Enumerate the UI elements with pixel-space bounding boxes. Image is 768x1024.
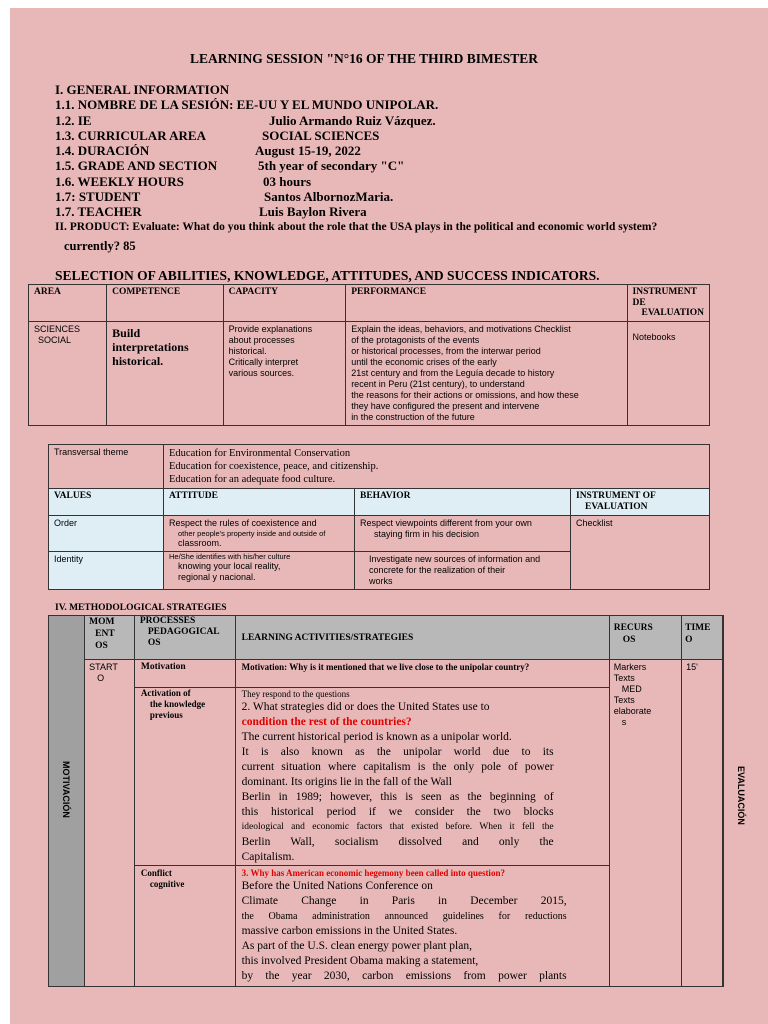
moment-start: START O <box>85 660 135 987</box>
evaluation-vertical-label: EVALUACIÓN <box>736 766 746 825</box>
info-row <box>55 189 735 204</box>
info-label: 1.4. DURACIÓN <box>55 143 150 159</box>
product-line-continued: currently? 85 <box>64 239 136 253</box>
time-cell: 15' <box>682 660 723 987</box>
attitude-order: Respect the rules of coexistence and other people's property inside and outside of classroom. <box>164 516 355 552</box>
header-behavior: BEHAVIOR <box>355 489 571 516</box>
transversal-themes: Education for Environmental Conservation Education for coexistence, peace, and citizenship. Education for an adequate food culture. <box>164 445 710 489</box>
performance-cell: Explain the ideas, behaviors, and motivations Checklist of the protagonists of the events or historical processes, from the interwar period until the economic crises of the early 21st century and from the Leguía decade to history recent in Peru (21st century), to understand the reasons for their actions or omissions, and how these they have configured the present and intervene in the construction of the future <box>346 321 627 425</box>
motivation-vertical-label: MOTIVACIÓN <box>61 761 71 818</box>
competence-table <box>28 284 710 426</box>
competence-cell: Build interpretations historical. <box>107 321 223 425</box>
selection-heading: SELECTION OF ABILITIES, KNOWLEDGE, ATTITUDES, AND SUCCESS INDICATORS. <box>55 268 600 283</box>
evaluation-column <box>723 616 746 987</box>
info-label: 1.7. TEACHER <box>55 204 142 220</box>
info-row <box>55 204 735 219</box>
info-value: SOCIAL SCIENCES <box>262 127 380 143</box>
header-time: TIME O <box>682 616 723 660</box>
values-table <box>48 444 710 590</box>
header-performance: PERFORMANCE <box>346 285 627 322</box>
info-value: 5th year of secondary "C" <box>258 158 405 174</box>
header-values: VALUES <box>49 489 164 516</box>
strategies-table <box>48 615 746 987</box>
info-value: Julio Armando Ruiz Vázquez. <box>269 112 436 128</box>
motivation-column <box>49 616 85 987</box>
info-label: 1.7: STUDENT <box>55 189 141 205</box>
info-label: 1.5. GRADE AND SECTION <box>55 158 218 174</box>
transversal-label: Transversal theme <box>49 445 164 489</box>
info-row <box>55 158 735 173</box>
section4-heading: IV. METHODOLOGICAL STRATEGIES <box>55 603 227 613</box>
info-label: 1.6. WEEKLY HOURS <box>55 173 184 189</box>
behavior-identity: Investigate new sources of information and concrete for the realization of their works <box>355 552 571 590</box>
conflict-content: 3. Why has American economic hegemony been called into question? Before the United Nations Conference on Climate Change in Paris in December 2015, the Obama administration announced guidelines for reductions massive carbon emissions in the United States. As part of the U.S. clean energy power plant plan, this involved President Obama making a statement, by the year 2030, carbon emissions from power plants <box>235 866 609 987</box>
resources-cell: Markers Texts MED Texts elaborate s <box>609 660 681 987</box>
header-competence: COMPETENCE <box>107 285 223 322</box>
general-info-heading: I. GENERAL INFORMATION <box>55 82 230 97</box>
product-line: II. PRODUCT: Evaluate: What do you think about the role that the USA plays in the political and economic world system? <box>55 221 658 233</box>
header-instrument-evaluation: INSTRUMENT OF EVALUATION <box>571 489 710 516</box>
value-identity: Identity <box>49 552 164 590</box>
info-label: 1.1. NOMBRE DE LA SESIÓN: EE-UU Y EL MUNDO UNIPOLAR. <box>55 97 439 113</box>
info-label: 1.2. IE <box>55 112 92 128</box>
header-instrument: INSTRUMENT DE EVALUATION <box>627 285 709 322</box>
header-capacity: CAPACITY <box>223 285 346 322</box>
header-activities: LEARNING ACTIVITIES/STRATEGIES <box>235 616 609 660</box>
info-row <box>55 128 735 143</box>
area-cell: SCIENCES SOCIAL <box>29 321 107 425</box>
info-row <box>55 97 735 112</box>
header-area: AREA <box>29 285 107 322</box>
info-value: Luis Baylon Rivera <box>259 204 367 220</box>
capacity-cell: Provide explanations about processes historical. Critically interpret various sources. <box>223 321 346 425</box>
info-row <box>55 113 735 128</box>
session-title: LEARNING SESSION "N°16 OF THE THIRD BIMESTER <box>190 51 538 66</box>
instrument-cell: Notebooks <box>627 321 709 425</box>
info-row <box>55 143 735 158</box>
motivation-question: Motivation: Why is it mentioned that we live close to the unipolar country? <box>235 660 609 688</box>
info-value: Santos AlbornozMaria. <box>264 189 394 205</box>
behavior-order: Respect viewpoints different from your own staying firm in his decision <box>355 516 571 552</box>
process-activation: Activation of the knowledge previous <box>134 688 235 866</box>
process-motivation: Motivation <box>134 660 235 688</box>
value-order: Order <box>49 516 164 552</box>
info-label: 1.3. CURRICULAR AREA <box>55 127 206 143</box>
activation-content: They respond to the questions 2. What strategies did or does the United States use to condition the rest of the countries? The current historical period is known as a unipolar world. It is also known as the unipolar world due to its current situation where capitalism is the only pole of power dominant. Its origins lie in the fall of the Wall Berlin in 1989; however, this is seen as the beginning of this historical period if we consider the two blocks ideological and economic factors that existed before. When it fell the Berlin Wall, socialism dissolved and only the Capitalism. <box>235 688 609 866</box>
header-processes: PROCESSES PEDAGOGICAL OS <box>134 616 235 660</box>
info-value: August 15-19, 2022 <box>255 143 361 159</box>
general-information <box>55 82 735 220</box>
header-resources: RECURS OS <box>609 616 681 660</box>
header-attitude: ATTITUDE <box>164 489 355 516</box>
attitude-identity: He/She identifies with his/her culture knowing your local reality, regional y nacional. <box>164 552 355 590</box>
info-value: 03 hours <box>263 173 312 189</box>
header-moments: MOM ENT OS <box>85 616 135 660</box>
process-conflict: Conflict cognitive <box>134 866 235 987</box>
instrument-checklist: Checklist <box>571 516 710 590</box>
info-row <box>55 174 735 189</box>
